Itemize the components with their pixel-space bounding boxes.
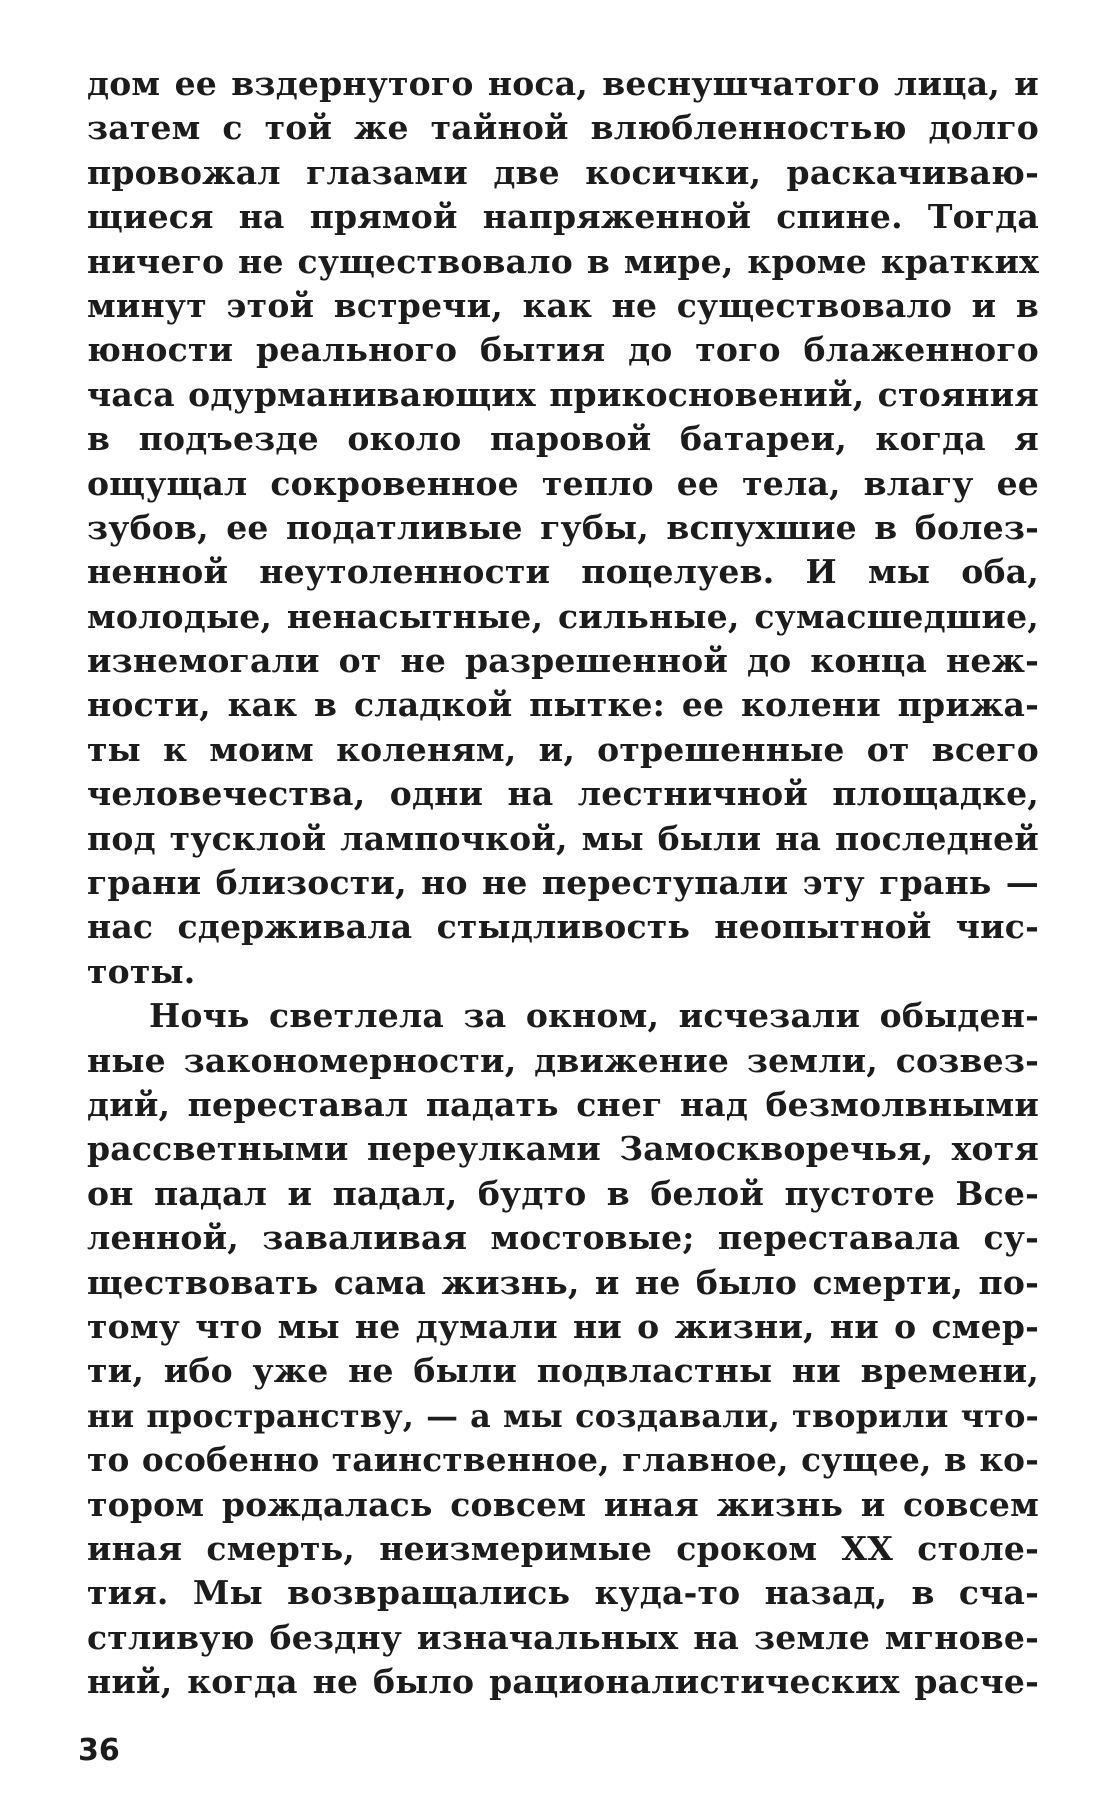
text-line: затем с той же тайной влюбленностью долго <box>87 108 1039 148</box>
text-line: тия. Мы возвращались куда-то назад, в сча- <box>87 1573 1039 1613</box>
text-line: ленной, заваливая мостовые; переставала су- <box>87 1218 1039 1258</box>
text-line: часа одурманивающих прикосновений, стояния <box>87 374 1039 414</box>
text-line: грани близости, но не переступали эту грань — <box>87 863 1039 903</box>
text-line: ощущал сокровенное тепло ее тела, влагу ее <box>87 463 1039 503</box>
text-line: провожал глазами две косички, раскачиваю- <box>87 152 1039 192</box>
text-line: то особенно таинственное, главное, сущее, в ко- <box>87 1440 1039 1480</box>
text-line: дом ее вздернутого носа, веснушчатого лица, и <box>87 64 1039 103</box>
text-line: Ночь светлела за окном, исчезали обыден- <box>149 996 1039 1036</box>
text-line: иная смерть, неизмеримые сроком XX столе- <box>87 1528 1039 1568</box>
text-line: дий, переставал падать снег над безмолвными <box>87 1084 1039 1124</box>
text-line: ществовать сама жизнь, и не было смерти, по- <box>87 1262 1039 1302</box>
text-line: ты к моим коленям, и, отрешенные от всего <box>87 729 1039 769</box>
text-line: изнемогали от не разрешенной до конца неж- <box>87 641 1039 681</box>
text-line: в подъезде около паровой батареи, когда я <box>87 419 1039 459</box>
text-line: тоты. <box>87 951 196 991</box>
body-text <box>87 62 1039 1704</box>
text-line: ности, как в сладкой пытке: ее колени прижа- <box>87 685 1039 725</box>
text-line: минут этой встречи, как не существовало и в <box>87 285 1039 325</box>
text-line: зубов, ее податливые губы, вспухшие в болез- <box>87 507 1039 547</box>
text-line: человечества, одни на лестничной площадке, <box>87 774 1039 814</box>
text-line: ные закономерности, движение земли, созвез- <box>87 1040 1039 1080</box>
text-line: щиеся на прямой напряженной спине. Тогда <box>87 197 1039 237</box>
text-line: юности реального бытия до того блаженного <box>87 330 1039 370</box>
text-line: тором рождалась совсем иная жизнь и совсем <box>87 1484 1039 1524</box>
text-line: он падал и падал, будто в белой пустоте Все- <box>87 1173 1039 1213</box>
text-line: стливую бездну изначальных на земле мгнове- <box>87 1617 1039 1657</box>
text-line: нас сдерживала стыдливость неопытной чис- <box>87 907 1039 947</box>
text-line: ненной неутоленности поцелуев. И мы оба, <box>87 552 1039 592</box>
text-line: тому что мы не думали ни о жизни, ни о смер- <box>87 1306 1039 1346</box>
text-line: ничего не существовало в мире, кроме кратких <box>87 241 1039 281</box>
text-line: ни пространству, — а мы создавали, творили что- <box>87 1396 1039 1435</box>
text-line: под тусклой лампочкой, мы были на последней <box>87 818 1039 858</box>
text-line: рассветными переулками Замоскворечья, хотя <box>87 1129 1039 1169</box>
text-line: ти, ибо уже не были подвластны ни времени, <box>87 1351 1039 1391</box>
page-number: 36 <box>78 1733 120 1768</box>
text-line: молодые, ненасытные, сильные, сумасшедшие, <box>87 596 1039 636</box>
text-line: ний, когда не было рационалистических расче- <box>87 1662 1039 1702</box>
